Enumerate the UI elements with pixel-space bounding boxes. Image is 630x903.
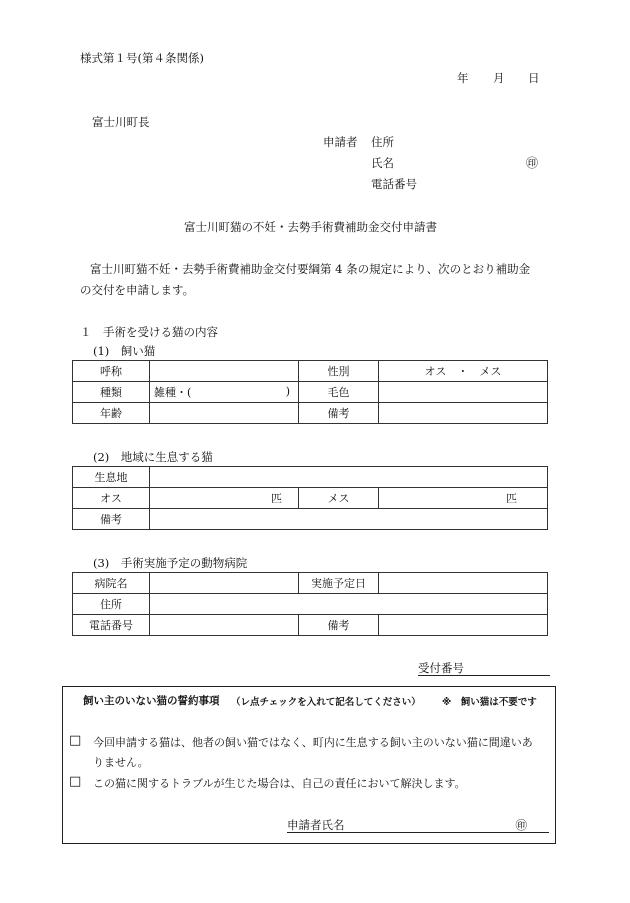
hospital-name-label: 病院名	[73, 573, 150, 594]
hospital-date-field[interactable]	[379, 573, 548, 594]
community-male-label: オス	[73, 488, 150, 509]
hospital-address-field[interactable]	[150, 594, 548, 615]
section1-heading: １ 手術を受ける猫の内容	[80, 325, 218, 339]
hospital-phone-field[interactable]	[150, 615, 299, 636]
pledge-signature-field[interactable]	[287, 817, 549, 833]
pet-breed-label: 種類	[73, 382, 150, 403]
pet-name-label: 呼称	[73, 361, 150, 382]
community-remarks-field[interactable]	[150, 509, 548, 530]
pledge-seal-icon: ㊞	[515, 818, 527, 832]
pledge-item2-text: この猫に関するトラブルが生じた場合は、自己の責任において解決します。	[93, 777, 466, 790]
pledge-item1-line2: りません。	[93, 756, 149, 769]
date-month-label: 月	[493, 71, 505, 85]
hospital-heading: (3) 手術実施予定の動物病院	[93, 556, 248, 570]
receipt-number-label: 受付番号	[418, 661, 464, 675]
pledge-instruction: （レ点チェックを入れて記名してください）	[231, 697, 421, 708]
pet-color-field[interactable]	[379, 382, 548, 403]
community-female-label: メス	[299, 488, 379, 509]
hospital-phone-label: 電話番号	[73, 615, 150, 636]
pet-sex-label: 性別	[299, 361, 379, 382]
intro-line-1: 富士川町猫不妊・去勢手術費補助金交付要綱第 4 条の規定により、次のとおり補助金	[90, 262, 531, 276]
pet-breed-field[interactable]	[150, 382, 299, 403]
table-row	[73, 467, 548, 488]
community-cat-table	[72, 466, 548, 530]
table-row	[73, 594, 548, 615]
pet-sex-options[interactable]: オス ・ メス	[379, 361, 548, 382]
table-row	[73, 509, 548, 530]
applicant-phone-label: 電話番号	[371, 177, 417, 191]
intro-line-2: の交付を申請します。	[80, 283, 195, 297]
table-row	[73, 382, 548, 403]
pledge-item1-line1: 今回申請する猫は、他者の飼い猫ではなく、町内に生息する飼い主のいない猫に間違いあ	[93, 736, 533, 749]
applicant-name-label: 氏名	[371, 156, 394, 170]
applicant-address-label: 住所	[371, 135, 394, 149]
document-title: 富士川町猫の不妊・去勢手術費補助金交付申請書	[184, 220, 437, 234]
community-habitat-field[interactable]	[150, 467, 548, 488]
applicant-seal-icon: ㊞	[526, 156, 539, 170]
pledge-note: ※ 飼い猫は不要です	[442, 697, 537, 708]
form-number: 様式第１号(第４条関係)	[80, 51, 204, 65]
pet-cat-table	[72, 360, 548, 424]
addressee: 富士川町長	[92, 115, 150, 129]
table-row	[73, 488, 548, 509]
table-row	[73, 573, 548, 594]
pet-breed-close: )	[285, 385, 290, 398]
hospital-remarks-label: 備考	[299, 615, 379, 636]
pet-age-label: 年齢	[73, 403, 150, 424]
community-habitat-label: 生息地	[73, 467, 150, 488]
hospital-address-label: 住所	[73, 594, 150, 615]
pledge-title: 飼い主のいない猫の誓約事項	[83, 695, 220, 707]
table-row	[73, 403, 548, 424]
pledge-signature-label: 申請者氏名	[287, 818, 345, 832]
pet-age-field[interactable]	[150, 403, 299, 424]
pet-remarks-label: 備考	[299, 403, 379, 424]
pledge-item1-checkbox[interactable]: □	[69, 733, 82, 748]
pet-breed-value: 雑種・(	[154, 386, 192, 399]
community-heading: (2) 地域に生息する猫	[93, 450, 213, 464]
pet-heading: (1) 飼い猫	[93, 344, 156, 358]
community-male-count[interactable]: 匹	[150, 488, 299, 509]
pet-remarks-field[interactable]	[379, 403, 548, 424]
hospital-name-field[interactable]	[150, 573, 299, 594]
table-row	[73, 615, 548, 636]
community-female-count[interactable]: 匹	[379, 488, 548, 509]
pet-color-label: 毛色	[299, 382, 379, 403]
table-row	[73, 361, 548, 382]
pledge-box	[62, 686, 556, 844]
hospital-table	[72, 572, 548, 636]
pledge-item2-checkbox[interactable]: □	[69, 774, 82, 789]
applicant-label: 申請者	[323, 135, 358, 149]
receipt-number-field[interactable]	[418, 660, 550, 676]
hospital-remarks-field[interactable]	[379, 615, 548, 636]
date-day-label: 日	[528, 71, 540, 85]
pet-name-field[interactable]	[150, 361, 299, 382]
date-year-label: 年	[457, 71, 469, 85]
hospital-date-label: 実施予定日	[299, 573, 379, 594]
community-remarks-label: 備考	[73, 509, 150, 530]
